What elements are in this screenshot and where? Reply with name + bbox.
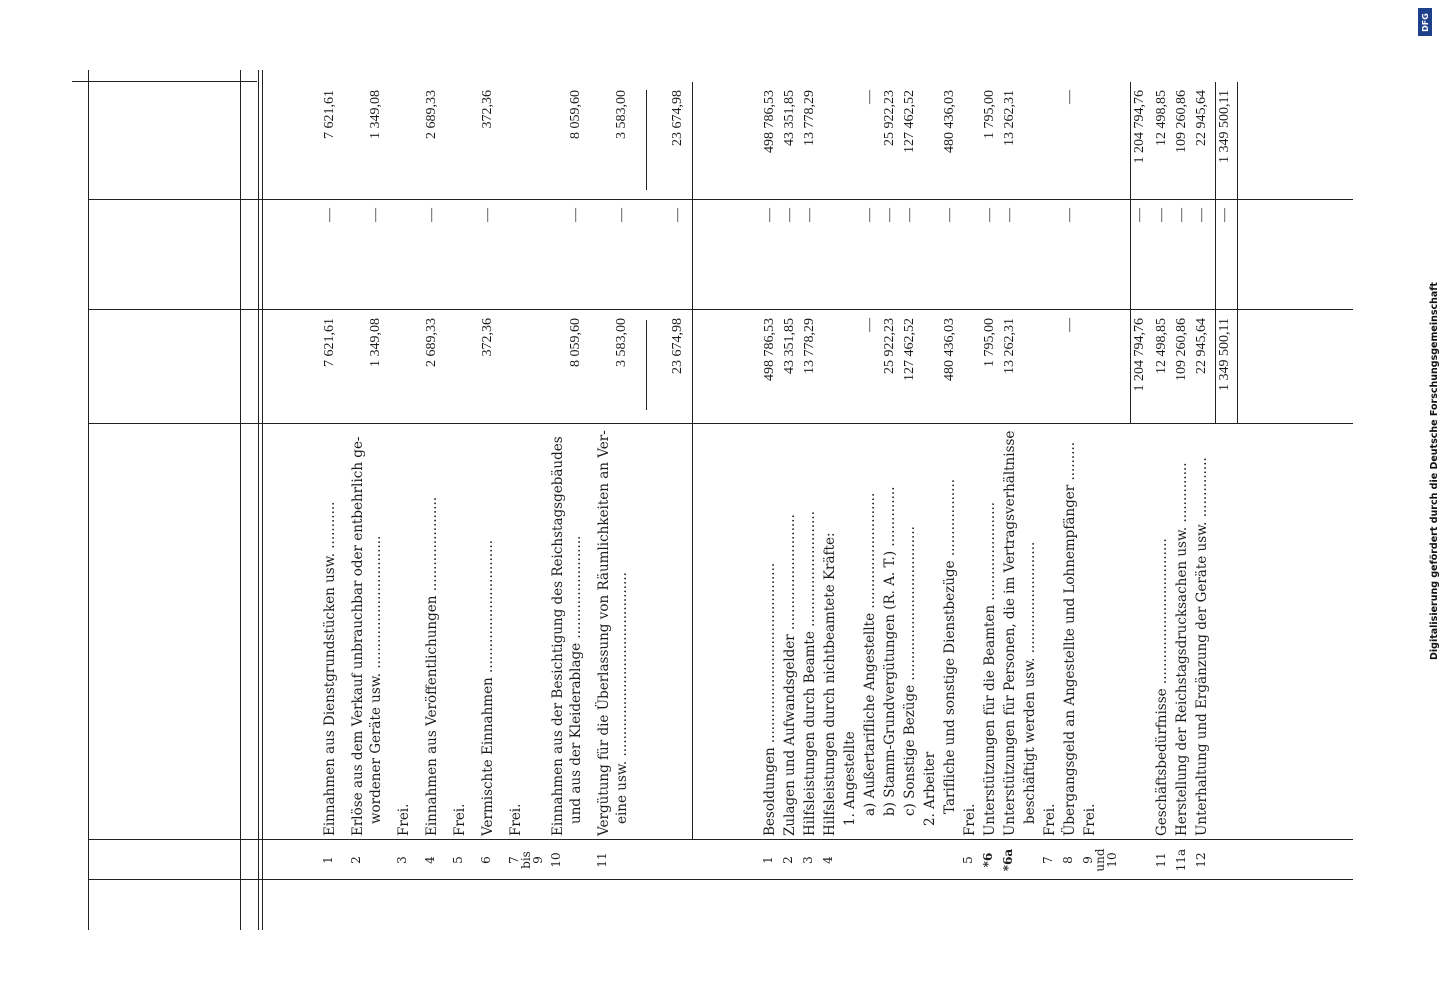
- expense-c5: —: [902, 208, 917, 222]
- tail-c5: —: [1174, 208, 1189, 222]
- expense-c4: 480 436,03: [942, 318, 957, 381]
- expense-text: a) Außertarifliche Angestellte ...........................: [862, 492, 878, 816]
- tail-c5: —: [1194, 208, 1209, 222]
- expense-c5: —: [942, 208, 957, 222]
- expense-titel: *6: [981, 852, 995, 868]
- tail-text: Herstellung der Reichstagsdrucksachen usw. ..............: [1174, 462, 1190, 836]
- income-titel: 4: [423, 856, 437, 864]
- expense-c6: 43 351,85: [782, 90, 797, 146]
- tail-c6: 109 260,86: [1174, 90, 1189, 153]
- income-titel: 3: [395, 856, 409, 864]
- expense-c5: —: [1002, 208, 1017, 222]
- expense-c4: 1 795,00: [982, 318, 997, 367]
- expense-text: 1. Angestellte: [842, 731, 858, 826]
- income-text: eine usw. ...........................................: [614, 572, 630, 824]
- expense-titel: 1: [761, 856, 775, 864]
- income-titel: 10: [549, 852, 563, 868]
- expense-titel: 3: [801, 856, 815, 864]
- expense-text: Besoldungen ..........................................: [762, 562, 778, 836]
- income-text: Vermischte Einnahmen ...............................: [480, 539, 496, 836]
- income-c6: 2 689,33: [424, 90, 439, 139]
- summe-rule-c6: [646, 90, 647, 190]
- expense-text: beschäftigt werden usw. ..........................: [1022, 541, 1038, 824]
- income-c4: 1 349,08: [368, 318, 383, 367]
- income-c5: —: [368, 208, 383, 222]
- income-titel: 7 bis 9: [507, 851, 545, 869]
- expense-c5: —: [882, 208, 897, 222]
- seite-c5: —: [1217, 208, 1232, 222]
- tail-text: Geschäftsbedürfnisse ..................................: [1154, 538, 1170, 836]
- summe-einnahmen-c4: 23 674,98: [670, 318, 685, 374]
- income-c5: —: [480, 208, 495, 222]
- income-c6: 3 583,00: [614, 90, 629, 139]
- expense-titel: 8: [1061, 856, 1075, 864]
- expense-titel: *6a: [1001, 848, 1015, 872]
- income-c6: 372,36: [480, 90, 495, 129]
- expense-titel: 9 und 10: [1081, 848, 1119, 872]
- expense-text: Hilfsleistungen durch nichtbeamtete Kräfte:: [822, 532, 838, 836]
- expense-c5: —: [782, 208, 797, 222]
- income-c5: —: [614, 208, 629, 222]
- tail-c6: 12 498,85: [1154, 90, 1169, 146]
- income-c6: 1 349,08: [368, 90, 383, 139]
- expense-c6: 127 462,52: [902, 90, 917, 153]
- expense-titel: 2: [781, 856, 795, 864]
- tail-c4: 22 945,64: [1194, 318, 1209, 374]
- tail-text: Unterhaltung und Ergänzung der Geräte usw. ..............: [1194, 457, 1210, 836]
- expense-text: Übergangsgeld an Angestellte und Lohnempfänger .........: [1062, 441, 1078, 836]
- seite-c6: 1 349 500,11: [1217, 90, 1232, 163]
- income-text: und aus der Kleiderablage ........................: [568, 535, 584, 824]
- income-c4: 7 621,61: [322, 318, 337, 367]
- expense-c6: 13 262,31: [1002, 90, 1017, 146]
- expense-c4: 498 786,53: [762, 318, 777, 381]
- summe-einnahmen-c5: —: [670, 208, 685, 222]
- summe-double-rule: [692, 82, 693, 840]
- income-text: Frei.: [396, 803, 412, 836]
- expense-text: 2. Arbeiter: [922, 751, 938, 826]
- summe-titel-c6: 1 204 794,76: [1132, 90, 1147, 164]
- expense-text: Zulagen und Aufwandsgelder ...........................: [782, 514, 798, 836]
- expense-c6: 25 922,23: [882, 90, 897, 146]
- expense-text: Frei.: [962, 803, 978, 836]
- expense-c5: —: [1062, 208, 1077, 222]
- income-c5: —: [322, 208, 337, 222]
- income-c5: —: [568, 208, 583, 222]
- income-c4: 8 059,60: [568, 318, 583, 367]
- expense-c5: —: [982, 208, 997, 222]
- summe-einnahmen-c6: 23 674,98: [670, 90, 685, 146]
- tail-c5: —: [1154, 208, 1169, 222]
- tail-titel: 11a: [1174, 848, 1188, 872]
- dfg-credit-text: Digitalisierung gefördert durch die Deutsche Forschungsgemeinschaft: [1429, 282, 1440, 660]
- expense-text: Unterstützungen für die Beamten .......................: [982, 501, 998, 836]
- expense-c5: —: [762, 208, 777, 222]
- summe-titel-c5: —: [1132, 208, 1147, 222]
- income-text: Erlöse aus dem Verkauf unbrauchbar oder entbehrlich ge-: [350, 436, 366, 836]
- expense-titel: 7: [1041, 856, 1055, 864]
- expense-c6: 13 778,29: [802, 90, 817, 146]
- expense-c6: 498 786,53: [762, 90, 777, 153]
- income-c6: 7 621,61: [322, 90, 337, 139]
- income-text: Einnahmen aus Veröffentlichungen ......................: [424, 496, 440, 836]
- summe-titel-c4: 1 204 794,76: [1132, 318, 1147, 392]
- expense-text: b) Stamm-Grundvergütungen (R. A. T.) ..............: [882, 486, 898, 816]
- income-text: Einnahmen aus der Besichtigung des Reichstagsgebäudes: [550, 436, 566, 836]
- income-titel: 5: [451, 856, 465, 864]
- income-c4: 2 689,33: [424, 318, 439, 367]
- tail-titel: 12: [1194, 852, 1208, 868]
- income-c6: 8 059,60: [568, 90, 583, 139]
- expense-text: Frei.: [1082, 803, 1098, 836]
- income-c5: —: [424, 208, 439, 222]
- seite-c4: 1 349 500,11: [1217, 318, 1232, 391]
- expense-c4: —: [1062, 318, 1077, 332]
- tail-c4: 109 260,86: [1174, 318, 1189, 381]
- dfg-logo: DFG: [1418, 8, 1432, 36]
- expense-c4: 43 351,85: [782, 318, 797, 374]
- expense-text: c) Sonstige Bezüge ....................................: [902, 526, 918, 816]
- expense-c5: —: [802, 208, 817, 222]
- expense-text: Hilfsleistungen durch Beamte ...........................: [802, 511, 818, 836]
- expense-c6: 480 436,03: [942, 90, 957, 153]
- expense-text: Tarifliche und sonstige Dienstbezüge ..................: [942, 478, 958, 814]
- income-text: Vergütung für die Überlassung von Räumlichkeiten an Ver-: [596, 430, 612, 836]
- income-titel: 2: [349, 856, 363, 864]
- expense-c4: 13 778,29: [802, 318, 817, 374]
- expense-text: Frei.: [1042, 803, 1058, 836]
- seite-bottom-rule: [1237, 82, 1238, 424]
- tail-c6: 22 945,64: [1194, 90, 1209, 146]
- expense-c5: —: [862, 208, 877, 222]
- income-text: Einnahmen aus Dienstgrundstücken usw. ...........: [322, 501, 338, 836]
- income-text: Frei.: [452, 803, 468, 836]
- income-titel: 1: [321, 856, 335, 864]
- expense-c6: 1 795,00: [982, 90, 997, 139]
- income-titel: 11: [595, 852, 609, 868]
- tail-titel: 11: [1154, 852, 1168, 868]
- income-text: wordener Geräte usw. ...............................: [368, 535, 384, 824]
- expense-c6: —: [1062, 90, 1077, 104]
- expense-titel: 5: [961, 856, 975, 864]
- expense-c4: 25 922,23: [882, 318, 897, 374]
- expense-titel: 4: [821, 856, 835, 864]
- c6-right-line: [72, 81, 257, 82]
- income-text: Frei.: [508, 803, 524, 836]
- summe-titel-rule: [1130, 82, 1131, 424]
- income-c4: 3 583,00: [614, 318, 629, 367]
- expense-c6: —: [862, 90, 877, 104]
- income-titel: 6: [479, 856, 493, 864]
- expense-text: Unterstützungen für Personen, die im Vertragsverhältnisse: [1002, 430, 1018, 836]
- seite-rule: [1215, 82, 1216, 424]
- expense-c4: 13 262,31: [1002, 318, 1017, 374]
- summe-rule-c4: [646, 320, 647, 410]
- income-c4: 372,36: [480, 318, 495, 357]
- tail-c4: 12 498,85: [1154, 318, 1169, 374]
- expense-c4: 127 462,52: [902, 318, 917, 381]
- expense-c4: —: [862, 318, 877, 332]
